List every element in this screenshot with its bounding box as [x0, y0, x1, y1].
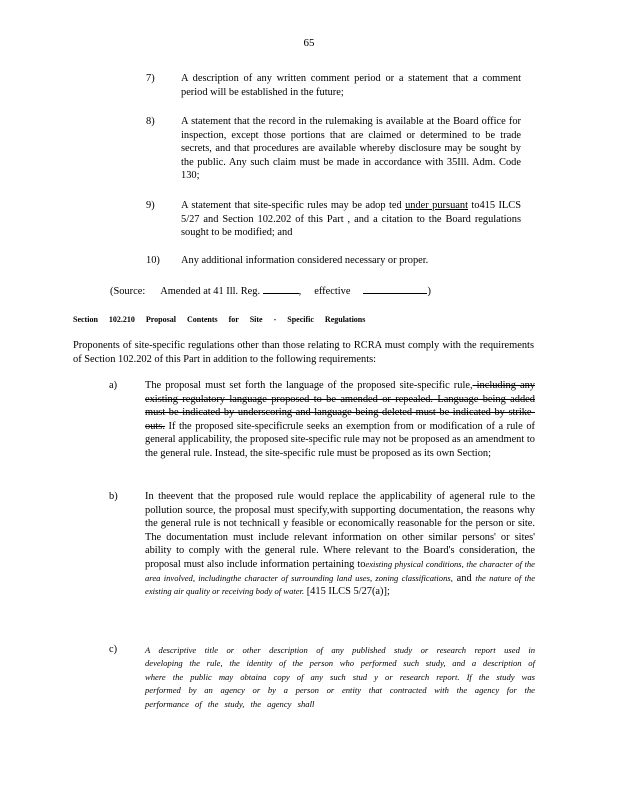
source-blank-1 — [263, 283, 299, 294]
source-label: (Source: — [110, 286, 146, 297]
item-7-text: A description of any written comment period or a statement that a comment period will be established in the future; — [181, 73, 521, 98]
source-note — [110, 283, 431, 299]
subsection-b-text — [145, 490, 535, 599]
subsection-b-text-2: and — [452, 572, 476, 584]
item-9-number: 9) — [146, 200, 155, 211]
subsection-b-text-1: In theevent that the proposed rule would replace the applicability of ageneral rule to the pollution source, the proposal must specify,with supporting documentation, the reasons why the general rule is not technicall y feasible or economically reasonable for the person or site. The documentation must include relevant information on other similar persons' or sites' ability to comply with the general rule. Where relevant to the Board's consideration, the proposal must also include information pertaining to — [145, 491, 535, 570]
source-text: Amended at 41 Ill. Reg. — [160, 286, 261, 297]
subsection-a-text-1: The proposal must set forth the language of the proposed site-specific rule, — [145, 380, 473, 391]
subsection-a-struck-text: including any existing regulatory language proposed to be amended or repealed. Language being added must be indicated by underscoring and language being deleted must be indicated by strike- outs. — [145, 380, 535, 432]
page-number: 65 — [303, 37, 315, 49]
item-9-text-start: A statement that site-specific rules may be adop ted — [181, 200, 402, 211]
item-8-text: A statement that the record in the rulemaking is available at the Board office for inspection, except those portions that are claimed or determined to be trade secrets, and that procedures are available whereby disclosure may be sought by the public. Any such claim must be made in accordance with 35Ill. Adm. Code 130; — [181, 116, 521, 182]
source-blank-2 — [363, 283, 427, 294]
subsection-b-letter: b) — [109, 491, 118, 502]
source-close: ) — [427, 286, 431, 297]
subsection-b-italic-2: the nature of the existing air quality or receiving body of water. — [145, 572, 536, 597]
item-8-number: 8) — [146, 116, 155, 127]
subsection-c-text: A descriptive title or other description of any published study or research report used in developing the rule, the identity of the person who performed such study, and a description of where the public may obtaina copy of any such stud y or research report. If the study was performed by an agency or by a person or entity that contracted with the agency for the performance of the study, the agency shall — [145, 645, 535, 709]
subsection-a-letter: a) — [109, 380, 118, 391]
subsection-c-letter: c) — [109, 644, 118, 655]
subsection-b-italic-1: existing physical conditions, the character of the area involved, includingthe character of surrounding land uses, zoning classifications, — [145, 558, 535, 583]
section-heading: Section 102.210 Proposal Contents for Site - Specific Regulations — [73, 315, 366, 324]
subsection-a-text — [145, 379, 535, 461]
item-10-text: Any additional information considered necessary or proper. — [181, 255, 429, 266]
item-9-text — [181, 199, 521, 240]
subsection-b-citation: [415 ILCS 5/27(a)]; — [304, 586, 390, 598]
item-7-number: 7) — [146, 73, 155, 84]
item-9-text-end: to415 ILCS 5/27 and Section 102.202 of this Part , and a citation to the Board regulations sought to be modified; and — [181, 200, 521, 239]
source-comma: , — [298, 286, 302, 297]
item-9-underlined: under pursuant — [405, 200, 468, 211]
source-effective: effective — [314, 286, 351, 297]
subsection-a-text-2: If the proposed site-specificrule seeks an exemption from or modification of a rule of general applicability, the proposed site-specific rule may not be proposed as an amendment to the general rule. Instead, the site-specific rule must be proposed as its own Section; — [145, 420, 535, 459]
section-intro: Proponents of site-specific regulations other than those relating to RCRA must comply with the requirements of Section 102.202 of this Part in addition to the following requirements: — [73, 340, 534, 365]
item-10-number: 10) — [146, 255, 160, 266]
